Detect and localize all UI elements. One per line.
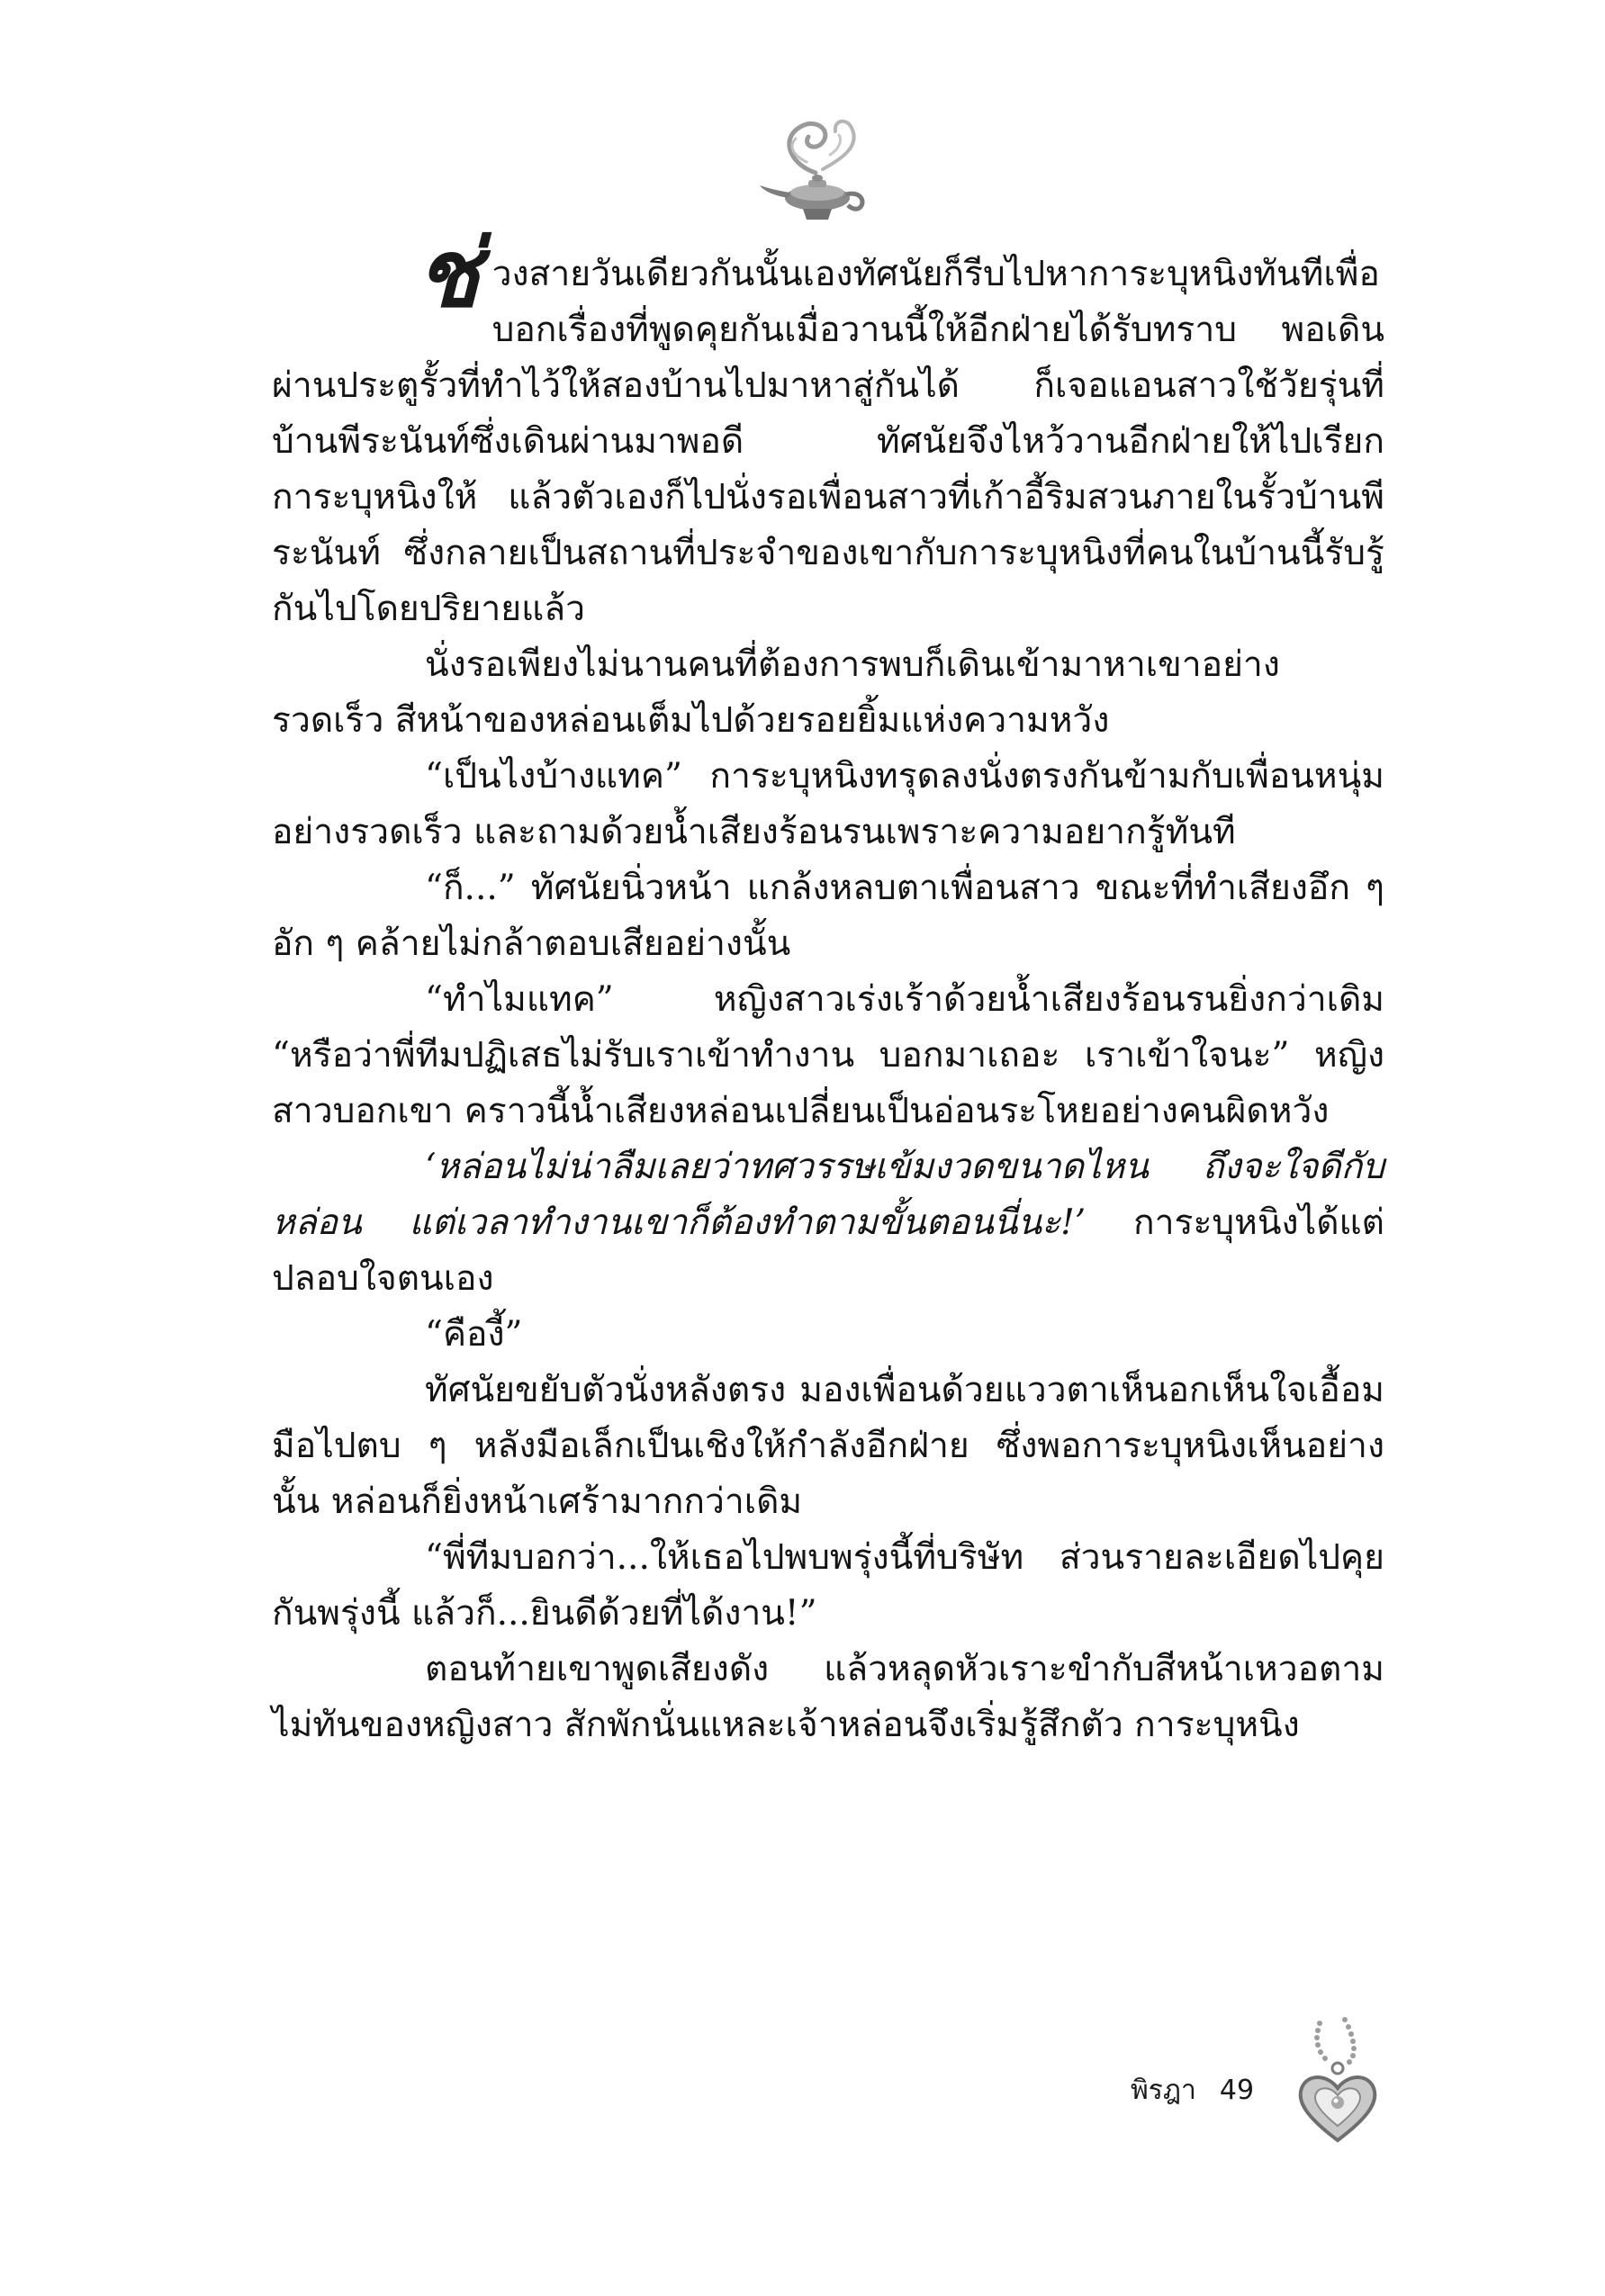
opening-paragraph-text: วงสายวันเดียวกันนั้นเองทัศนัยก็รีบไปหาการะบุหนิงทันทีเพื่อบอกเรื่องที่พูดคุยกันเมื่อวานนี้ให้อีกฝ่ายได้รับทราบ พอเดินผ่านประตูรั้วที่ทำไว้ให้สองบ้านไปมาหาสู่กันได้ ก็เจอแอนสาวใช้วัยรุ่นที่บ้านพีระนันท์ซึ่งเดินผ่านมาพอดี ทัศนัยจึงไหว้วานอีกฝ่ายให้ไปเรียกการะบุหนิงให้ แล้วตัวเองก็ไปนั่งรอเพื่อนสาวที่เก้าอี้ริมสวนภายในรั้วบ้านพีระนันท์ ซึ่งกลายเป็นสถานที่ประจำของเขากับการะบุหนิงที่คนในบ้านนี้รับรู้กันไปโดยปริยายแล้ว (272, 254, 1384, 629)
heart-pendant-necklace-icon (1289, 2014, 1388, 2149)
drop-cap: ช่ (416, 218, 480, 329)
paragraph: ตอนท้ายเขาพูดเสียงดัง แล้วหลุดหัวเราะขำกับสีหน้าเหวอตามไม่ทันของหญิงสาว สักพักนั่นแหละเจ้าหล่อนจึงเริ่มรู้สึกตัว การะบุหนิง (272, 1649, 1384, 1745)
paragraph: “พี่ทีมบอกว่า...ให้เธอไปพบพรุ่งนี้ที่บริษัท ส่วนรายละเอียดไปคุยกันพรุ่งนี้ แล้วก็...ยินดีด้วยที่ได้งาน!” (272, 1537, 1384, 1634)
book-name: พิรฎา (1131, 2074, 1196, 2106)
paragraph: “เป็นไงบ้างแทค” การะบุหนิงทรุดลงนั่งตรงกันข้ามกับเพื่อนหนุ่มอย่างรวดเร็ว และถามด้วยน้ำเสียงร้อนรนเพราะความอยากรู้ทันที (272, 756, 1384, 852)
paragraph: ทัศนัยขยับตัวนั่งหลังตรง มองเพื่อนด้วยแววตาเห็นอกเห็นใจเอื้อมมือไปตบ ๆ หลังมือเล็กเป็นเชิงให้กำลังอีกฝ่าย ซึ่งพอการะบุหนิงเห็นอย่างนั้น หล่อนก็ยิ่งหน้าเศร้ามากกว่าเดิม (272, 1370, 1384, 1522)
paragraph: นั่งรอเพียงไม่นานคนที่ต้องการพบก็เดินเข้ามาหาเขาอย่างรวดเร็ว สีหน้าของหล่อนเต็มไปด้วยรอยยิ้มแห่งความหวัง (272, 644, 1280, 741)
paragraph: “ก็...” ทัศนัยนิ่วหน้า แกล้งหลบตาเพื่อนสาว ขณะที่ทำเสียงอึก ๆ อัก ๆ คล้ายไม่กล้าตอบเสียอย่างนั้น (272, 868, 1384, 964)
page-footer (1131, 2068, 1254, 2111)
lamp-with-smoke-icon (753, 110, 880, 229)
page-number: 49 (1219, 2074, 1255, 2106)
inner-thought-text: ‘หล่อนไม่น่าลืมเลยว่าทศวรรษเข้มงวดขนาดไหน ถึงจะใจดีกับหล่อน แต่เวลาทำงานเขาก็ต้องทำตามขั้นตอนนี่นะ!’ (272, 1147, 1384, 1243)
opening-paragraph (272, 218, 1384, 637)
inner-thought-tail: การะบุหนิงได้แต่ปลอบใจตนเอง (272, 1202, 1384, 1299)
paragraph: “คืองี้” (425, 1314, 523, 1355)
paragraph: “ทำไมแทค” หญิงสาวเร่งเร้าด้วยน้ำเสียงร้อนรนยิ่งกว่าเดิม “หรือว่าพี่ทีมปฏิเสธไม่รับเราเข้าทำงาน บอกมาเถอะ เราเข้าใจนะ” หญิงสาวบอกเขา คราวนี้น้ำเสียงหล่อนเปลี่ยนเป็นอ่อนระโหยอย่างคนผิดหวัง (272, 979, 1384, 1131)
inner-thought-paragraph (272, 1139, 1384, 1307)
body-text (272, 218, 1384, 1753)
